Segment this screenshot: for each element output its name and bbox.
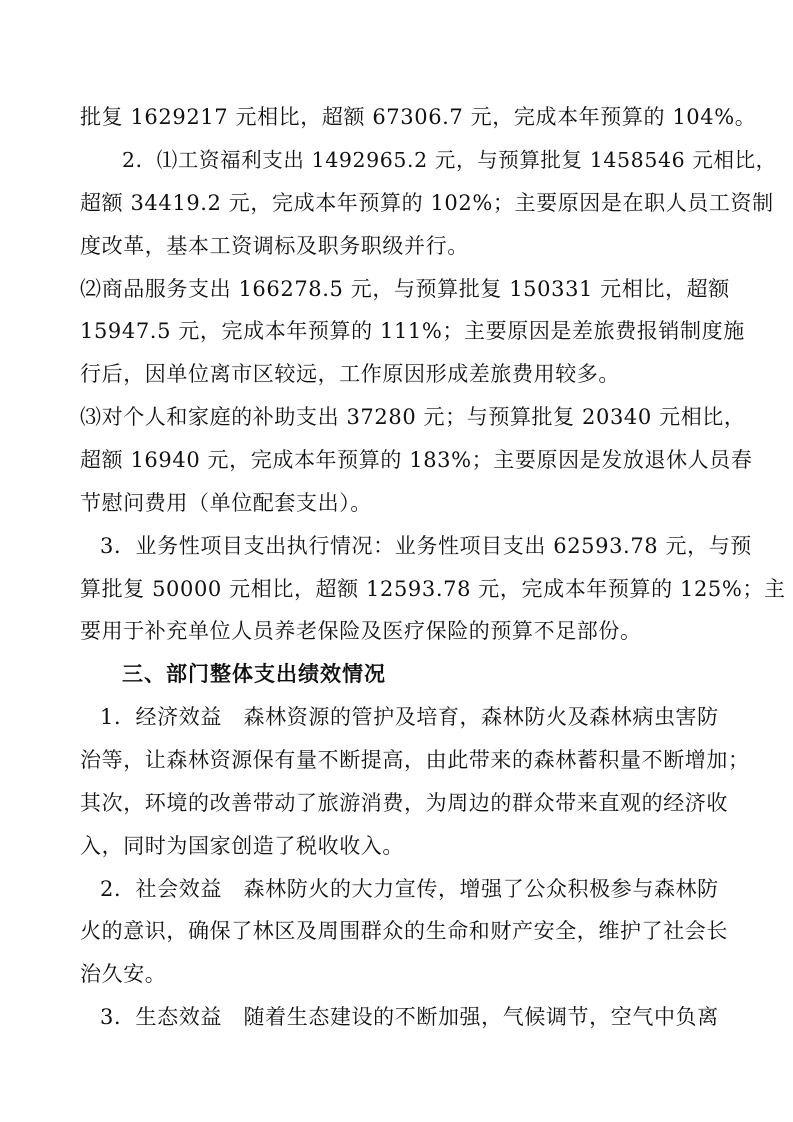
text-line: 2．⑴工资福利支出 1492965.2 元，与预算批复 1458546 元相比， bbox=[122, 148, 777, 172]
text-line: 治等，让森林资源保有量不断提高，由此带来的森林蓄积量不断增加； bbox=[80, 748, 750, 772]
text-line: 3．业务性项目支出执行情况：业务性项目支出 62593.78 元，与预 bbox=[100, 534, 752, 558]
text-line: 行后，因单位离市区较远，工作原因形成差旅费用较多。 bbox=[80, 362, 620, 386]
text-line: 火的意识，确保了林区及周围群众的生命和财产安全，维护了社会长 bbox=[80, 919, 728, 943]
text-line: 入，同时为国家创造了税收收入。 bbox=[80, 834, 404, 858]
text-line: 3．生态效益 随着生态建设的不断加强，气候调节，空气中负离 bbox=[100, 1005, 719, 1029]
text-line: 超额 16940 元，完成本年预算的 183%；主要原因是发放退休人员春 bbox=[80, 448, 753, 472]
text-line: 算批复 50000 元相比，超额 12593.78 元，完成本年预算的 125%；主 bbox=[80, 577, 786, 601]
text-line: 节慰问费用（单位配套支出）。 bbox=[80, 491, 372, 515]
text-line: 要用于补充单位人员养老保险及医疗保险的预算不足部份。 bbox=[80, 619, 642, 643]
section-heading: 三、部门整体支出绩效情况 bbox=[122, 662, 386, 686]
text-line: 度改革，基本工资调标及职务职级并行。 bbox=[80, 234, 469, 258]
text-line: 治久安。 bbox=[80, 962, 167, 986]
text-line: 超额 34419.2 元，完成本年预算的 102%；主要原因是在职人员工资制 bbox=[80, 191, 774, 215]
text-line: ⑵商品服务支出 166278.5 元，与预算批复 150331 元相比，超额 bbox=[80, 277, 730, 301]
text-line: ⑶对个人和家庭的补助支出 37280 元；与预算批复 20340 元相比， bbox=[80, 405, 746, 429]
text-line: 1．经济效益 森林资源的管护及培育，森林防火及森林病虫害防 bbox=[100, 705, 719, 729]
text-line: 批复 1629217 元相比，超额 67306.7 元，完成本年预算的 104%。 bbox=[80, 105, 757, 129]
text-line: 15947.5 元，完成本年预算的 111%；主要原因是差旅费报销制度施 bbox=[80, 319, 745, 343]
text-line: 2．社会效益 森林防火的大力宣传，增强了公众积极参与森林防 bbox=[100, 877, 719, 901]
text-line: 其次，环境的改善带动了旅游消费，为周边的群众带来直观的经济收 bbox=[80, 791, 728, 815]
